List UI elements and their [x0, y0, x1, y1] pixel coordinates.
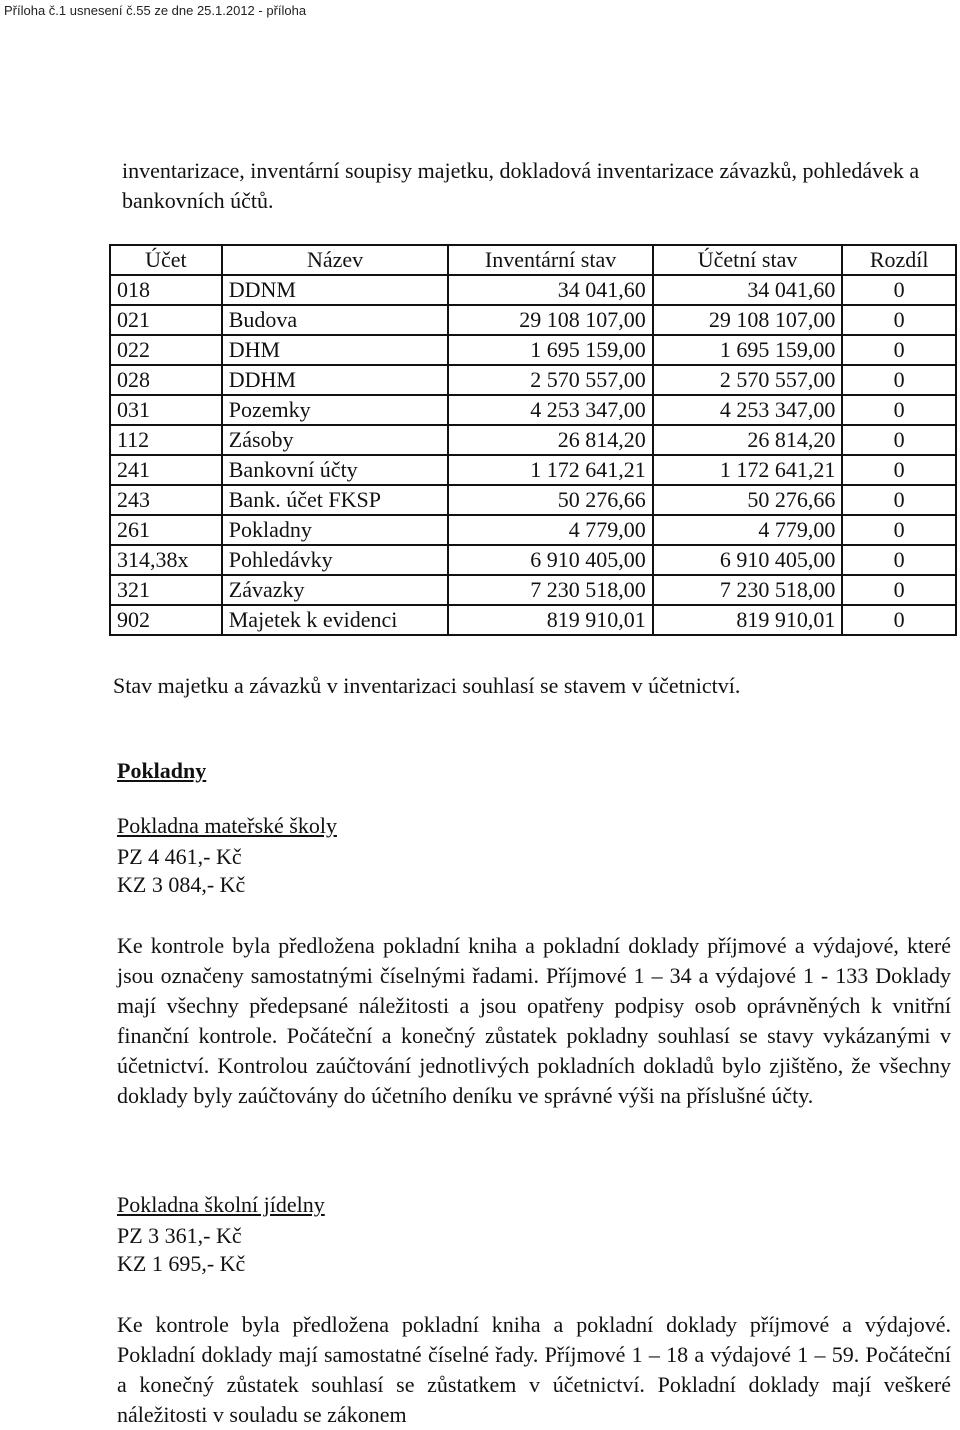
cell-name: Budova: [222, 305, 449, 335]
cell-accounting-state: 1 172 641,21: [653, 455, 843, 485]
header-accounting-state: Účetní stav: [653, 245, 843, 275]
cell-difference: 0: [842, 305, 956, 335]
header-difference: Rozdíl: [842, 245, 956, 275]
section-title: Pokladny: [117, 758, 207, 783]
ms-pz: PZ 4 461,- Kč: [117, 844, 242, 869]
cell-account: 902: [110, 605, 222, 635]
intro-paragraph: inventarizace, inventární soupisy majetku, dokladová inventarizace závazků, pohledávek a bankovních účtů.: [122, 158, 920, 213]
cell-accounting-state: 26 814,20: [653, 425, 843, 455]
table-row: [110, 335, 956, 365]
sj-kz: KZ 1 695,- Kč: [117, 1251, 246, 1276]
cell-name: Závazky: [222, 575, 449, 605]
table-row: [110, 395, 956, 425]
cell-accounting-state: 819 910,01: [653, 605, 843, 635]
cell-inventory-state: 4 779,00: [448, 515, 652, 545]
cell-difference: 0: [842, 455, 956, 485]
cell-difference: 0: [842, 395, 956, 425]
cell-account: 021: [110, 305, 222, 335]
cell-name: Zásoby: [222, 425, 449, 455]
cell-difference: 0: [842, 545, 956, 575]
table-row: [110, 365, 956, 395]
ms-paragraph: Ke kontrole byla předložena pokladní kniha a pokladní doklady příjmové a výdajové, které jsou označeny samostatnými číselnými řadami. Příjmové 1 – 34 a výdajové 1 - 133 Doklady mají všechny předepsané náležitosti a jsou opatřeny podpisy osob oprávněných k vnitřní finanční kontrole. Počáteční a konečný zůstatek pokladny souhlasí se stavy vykázanými v účetnictví. Kontrolou zaúčtování jednotlivých pokladních dokladů bylo zjištěno, že všechny doklady byly zaúčtovány do účetního deníku ve správné výši na příslušné účty.: [117, 933, 951, 1108]
cell-difference: 0: [842, 485, 956, 515]
cell-inventory-state: 29 108 107,00: [448, 305, 652, 335]
page-header-note: Příloha č.1 usnesení č.55 ze dne 25.1.2012 - příloha: [4, 3, 307, 18]
cell-inventory-state: 7 230 518,00: [448, 575, 652, 605]
cell-accounting-state: 7 230 518,00: [653, 575, 843, 605]
table-row: [110, 305, 956, 335]
sj-pz: PZ 3 361,- Kč: [117, 1223, 242, 1248]
cell-accounting-state: 2 570 557,00: [653, 365, 843, 395]
table-header-row: [110, 245, 956, 275]
cell-name: Bank. účet FKSP: [222, 485, 449, 515]
sj-title: Pokladna školní jídelny: [117, 1192, 325, 1217]
table-row: [110, 605, 956, 635]
cell-inventory-state: 1 172 641,21: [448, 455, 652, 485]
cell-difference: 0: [842, 575, 956, 605]
cell-difference: 0: [842, 605, 956, 635]
cell-name: Majetek k evidenci: [222, 605, 449, 635]
cell-difference: 0: [842, 275, 956, 305]
table-row: [110, 275, 956, 305]
cell-accounting-state: 4 253 347,00: [653, 395, 843, 425]
cell-account: 243: [110, 485, 222, 515]
cell-inventory-state: 819 910,01: [448, 605, 652, 635]
table-body: [110, 275, 956, 635]
cell-accounting-state: 4 779,00: [653, 515, 843, 545]
cell-account: 028: [110, 365, 222, 395]
cell-name: Pozemky: [222, 395, 449, 425]
cell-account: 314,38x: [110, 545, 222, 575]
table-row: [110, 425, 956, 455]
cell-account: 031: [110, 395, 222, 425]
cell-name: Pohledávky: [222, 545, 449, 575]
cell-accounting-state: 1 695 159,00: [653, 335, 843, 365]
cell-account: 018: [110, 275, 222, 305]
cell-name: Bankovní účty: [222, 455, 449, 485]
cell-inventory-state: 1 695 159,00: [448, 335, 652, 365]
cell-name: DHM: [222, 335, 449, 365]
cell-name: DDNM: [222, 275, 449, 305]
ms-title: Pokladna mateřské školy: [117, 813, 337, 838]
table-row: [110, 545, 956, 575]
sj-paragraph: Ke kontrole byla předložena pokladní kniha a pokladní doklady příjmové a výdajové. Pokladní doklady mají samostatné číselné řady. Příjmové 1 – 18 a výdajové 1 – 59. Počáteční a konečný zůstatek souhlasí se zůstatkem v účetnictví. Pokladní doklady mají veškeré náležitosti v souladu se zákonem: [117, 1312, 951, 1427]
table-row: [110, 455, 956, 485]
table-row: [110, 485, 956, 515]
cell-difference: 0: [842, 365, 956, 395]
cell-difference: 0: [842, 515, 956, 545]
cell-accounting-state: 34 041,60: [653, 275, 843, 305]
cell-inventory-state: 6 910 405,00: [448, 545, 652, 575]
header-account: Účet: [110, 245, 222, 275]
cell-accounting-state: 50 276,66: [653, 485, 843, 515]
cell-account: 022: [110, 335, 222, 365]
cell-name: Pokladny: [222, 515, 449, 545]
cell-accounting-state: 29 108 107,00: [653, 305, 843, 335]
cell-inventory-state: 34 041,60: [448, 275, 652, 305]
cell-accounting-state: 6 910 405,00: [653, 545, 843, 575]
header-inventory-state: Inventární stav: [448, 245, 652, 275]
inventory-table: [109, 244, 957, 636]
cell-inventory-state: 4 253 347,00: [448, 395, 652, 425]
table-row: [110, 575, 956, 605]
header-name: Název: [222, 245, 449, 275]
cell-difference: 0: [842, 335, 956, 365]
cell-inventory-state: 26 814,20: [448, 425, 652, 455]
cell-difference: 0: [842, 425, 956, 455]
cell-account: 112: [110, 425, 222, 455]
cell-account: 321: [110, 575, 222, 605]
cell-inventory-state: 2 570 557,00: [448, 365, 652, 395]
cell-inventory-state: 50 276,66: [448, 485, 652, 515]
ms-kz: KZ 3 084,- Kč: [117, 872, 246, 897]
summary-text: Stav majetku a závazků v inventarizaci souhlasí se stavem v účetnictví.: [113, 673, 741, 698]
cell-name: DDHM: [222, 365, 449, 395]
cell-account: 241: [110, 455, 222, 485]
table-row: [110, 515, 956, 545]
cell-account: 261: [110, 515, 222, 545]
